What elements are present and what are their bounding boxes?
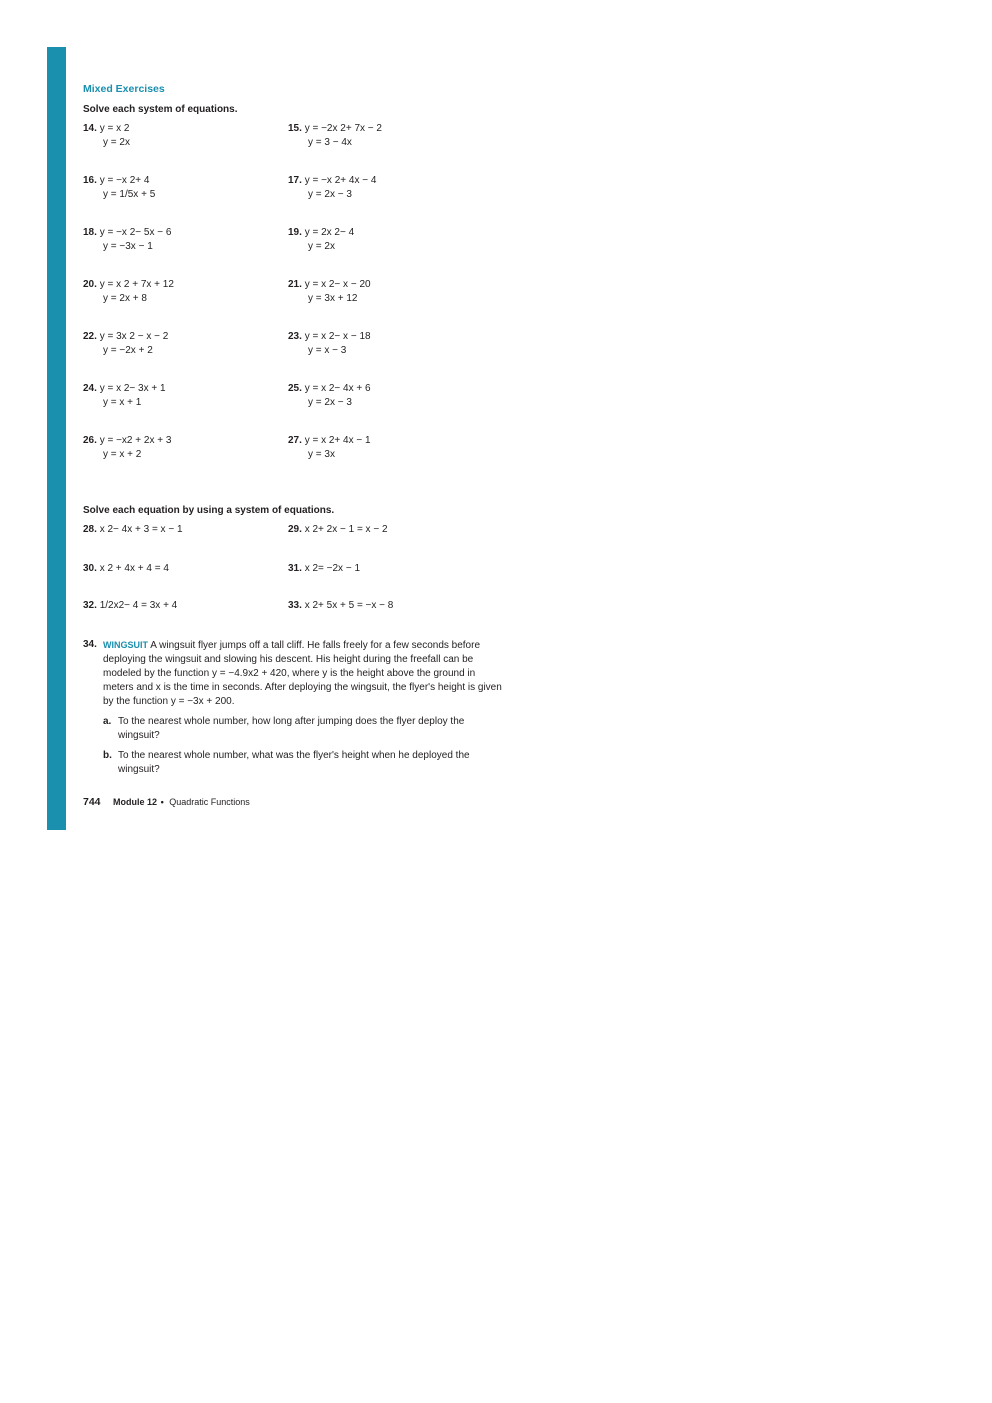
equation-line-1: y = −x 2− 5x − 6 — [99, 227, 172, 238]
instruction-equations: Solve each equation by using a system of equations. — [83, 505, 335, 516]
part-text: To the nearest whole number, how long after jumping does the flyer deploy the wingsuit? — [118, 716, 465, 741]
exercise-16 — [83, 174, 155, 202]
equation-line-2: y = 2x + 8 — [103, 293, 147, 304]
equation-line-1: y = −x 2+ 4x − 4 — [304, 175, 377, 186]
equation-text: x 2+ 5x + 5 = −x − 8 — [304, 600, 394, 611]
equation-line-2: y = x + 2 — [103, 449, 142, 460]
equation-line-1: y = 2x 2− 4 — [304, 227, 355, 238]
module-label: Module 12 — [113, 797, 158, 807]
exercise-number: 16. — [83, 175, 97, 186]
exercise-number: 25. — [288, 383, 302, 394]
exercise-number: 22. — [83, 331, 97, 342]
exercise-number: 24. — [83, 383, 97, 394]
equation-line-2: y = −2x + 2 — [103, 345, 153, 356]
equation-line-1: y = 3x 2 − x − 2 — [99, 331, 169, 342]
exercise-15 — [288, 122, 382, 150]
exercise-17 — [288, 174, 376, 202]
exercise-22 — [83, 330, 168, 358]
equation-line-2: y = x + 1 — [103, 397, 142, 408]
exercise-number: 20. — [83, 279, 97, 290]
exercise-20 — [83, 278, 174, 306]
equation-text: x 2− 4x + 3 = x − 1 — [99, 524, 183, 535]
problem-part-a — [83, 715, 503, 743]
problem-tag: WINGSUIT — [103, 640, 148, 650]
equation-line-1: y = x 2+ 4x − 1 — [304, 435, 371, 446]
problem-part-b — [83, 749, 503, 777]
problem-body — [103, 638, 503, 709]
exercise-32 — [83, 599, 177, 613]
exercise-25 — [288, 382, 371, 410]
exercise-18 — [83, 226, 171, 254]
exercise-number: 34. — [83, 639, 97, 650]
exercise-number: 30. — [83, 563, 97, 574]
exercise-29 — [288, 523, 388, 537]
equation-text: x 2= −2x − 1 — [304, 563, 361, 574]
exercise-24 — [83, 382, 166, 410]
equation-line-1: y = x 2− 3x + 1 — [99, 383, 166, 394]
word-problem-34 — [83, 638, 503, 777]
equation-line-1: y = −2x 2+ 7x − 2 — [304, 123, 382, 134]
equation-line-2: y = 2x − 3 — [308, 397, 352, 408]
equation-text: 1/2x2− 4 = 3x + 4 — [99, 600, 178, 611]
equation-line-1: y = x 2 + 7x + 12 — [99, 279, 174, 290]
section-title: Mixed Exercises — [83, 83, 165, 95]
equation-line-2: y = 2x − 3 — [308, 189, 352, 200]
equation-line-1: y = x 2− x − 18 — [304, 331, 371, 342]
equation-line-2: y = 2x — [103, 137, 130, 148]
exercise-28 — [83, 523, 183, 537]
equation-line-1: y = x 2− 4x + 6 — [304, 383, 371, 394]
exercise-number: 33. — [288, 600, 302, 611]
equation-line-1: y = −x2 + 2x + 3 — [99, 435, 172, 446]
exercise-19 — [288, 226, 354, 254]
equation-line-1: y = x 2− x − 20 — [304, 279, 371, 290]
exercise-number: 15. — [288, 123, 302, 134]
part-letter: a. — [103, 716, 112, 727]
exercise-14 — [83, 122, 130, 150]
exercise-number: 28. — [83, 524, 97, 535]
footer-separator: • — [160, 797, 164, 807]
equation-line-2: y = −3x − 1 — [103, 241, 153, 252]
exercise-30 — [83, 562, 169, 576]
exercise-number: 29. — [288, 524, 302, 535]
exercise-number: 18. — [83, 227, 97, 238]
exercise-number: 26. — [83, 435, 97, 446]
part-text: To the nearest whole number, what was the flyer's height when he deployed the wingsuit? — [118, 750, 470, 775]
instruction-systems: Solve each system of equations. — [83, 104, 238, 115]
exercise-21 — [288, 278, 371, 306]
part-letter: b. — [103, 750, 112, 761]
exercise-26 — [83, 434, 171, 462]
problem-text: A wingsuit flyer jumps off a tall cliff. He falls freely for a few seconds before deploying the wingsuit and slowing his descent. His height during the freefall can be modeled by the function y = −4.9x2 + 420, where y is the height above the ground in meters and x is the time in seconds. After deploying the wingsuit, the flyer's height is given by the function y = −3x + 200. — [103, 640, 502, 707]
exercise-number: 14. — [83, 123, 97, 134]
equation-line-2: y = 3 − 4x — [308, 137, 352, 148]
equation-text: x 2+ 2x − 1 = x − 2 — [304, 524, 388, 535]
equation-line-2: y = 3x + 12 — [308, 293, 358, 304]
page-number: 744 — [83, 796, 101, 808]
page-footer — [83, 796, 250, 808]
exercise-number: 19. — [288, 227, 302, 238]
exercise-number: 32. — [83, 600, 97, 611]
equation-line-2: y = 1/5x + 5 — [103, 189, 156, 200]
accent-sidebar — [47, 47, 66, 830]
equation-line-2: y = x − 3 — [308, 345, 347, 356]
exercise-23 — [288, 330, 371, 358]
exercise-31 — [288, 562, 360, 576]
equation-line-1: y = −x 2+ 4 — [99, 175, 150, 186]
equation-line-1: y = x 2 — [99, 123, 130, 134]
exercise-33 — [288, 599, 393, 613]
exercise-27 — [288, 434, 371, 462]
exercise-number: 23. — [288, 331, 302, 342]
exercise-number: 21. — [288, 279, 302, 290]
module-topic: Quadratic Functions — [169, 797, 250, 807]
equation-line-2: y = 3x — [308, 449, 335, 460]
exercise-number: 27. — [288, 435, 302, 446]
equation-line-2: y = 2x — [308, 241, 335, 252]
exercise-number: 31. — [288, 563, 302, 574]
exercise-number: 17. — [288, 175, 302, 186]
equation-text: x 2 + 4x + 4 = 4 — [99, 563, 169, 574]
